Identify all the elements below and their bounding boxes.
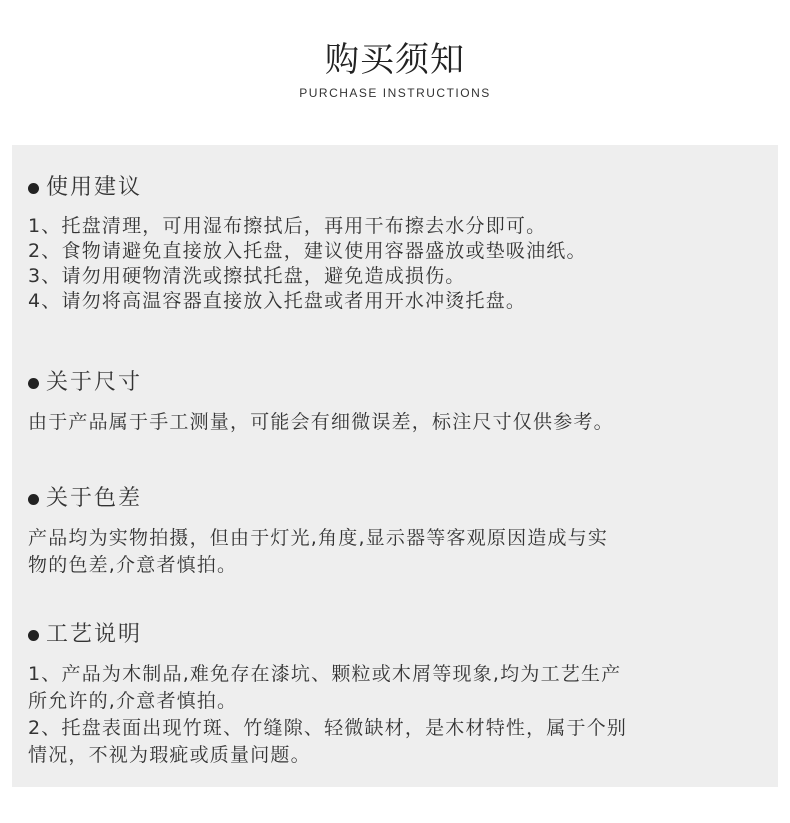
- paragraph-line: 所允许的,介意者慎拍。: [28, 690, 238, 712]
- paragraph-line: 情况，不视为瑕疵或质量问题。: [28, 744, 311, 766]
- bullet-icon: [28, 630, 39, 641]
- section-body: [28, 214, 768, 314]
- section-about-size: [28, 368, 768, 436]
- paragraph-line: 由于产品属于手工测量，可能会有细微误差，标注尺寸仅供参考。: [28, 411, 614, 433]
- bullet-icon: [28, 378, 39, 389]
- instruction-line: 3、请勿用硬物清洗或擦拭托盘，避免造成损伤。: [28, 265, 466, 287]
- bullet-icon: [28, 494, 39, 505]
- section-body: [28, 661, 768, 769]
- section-usage-advice: [28, 173, 768, 314]
- section-heading-text: 工艺说明: [46, 622, 143, 647]
- paragraph-line: 产品均为实物拍摄，但由于灯光,角度,显示器等客观原因造成与实: [28, 527, 609, 549]
- instruction-line: 1、托盘清理，可用湿布擦拭后，再用干布擦去水分即可。: [28, 215, 547, 237]
- bullet-icon: [28, 183, 39, 194]
- section-heading: [28, 173, 768, 203]
- page-header: [0, 0, 790, 145]
- section-body: [28, 409, 768, 436]
- page-title: 购买须知: [325, 40, 465, 80]
- section-body: [28, 525, 768, 579]
- section-heading: [28, 368, 768, 398]
- paragraph-line: 物的色差,介意者慎拍。: [28, 554, 238, 576]
- instruction-line: 4、请勿将高温容器直接放入托盘或者用开水冲烫托盘。: [28, 290, 527, 312]
- page-subtitle: PURCHASE INSTRUCTIONS: [299, 86, 491, 100]
- section-craft-notes: [28, 620, 768, 769]
- section-about-color-difference: [28, 484, 768, 579]
- section-heading: [28, 484, 768, 514]
- paragraph-line: 1、产品为木制品,难免存在漆坑、颗粒或木屑等现象,均为工艺生产: [28, 663, 622, 685]
- section-heading-text: 关于色差: [46, 486, 143, 511]
- section-heading-text: 使用建议: [46, 175, 143, 200]
- instruction-line: 2、食物请避免直接放入托盘，建议使用容器盛放或垫吸油纸。: [28, 240, 587, 262]
- section-heading: [28, 620, 768, 650]
- instructions-panel: [12, 145, 778, 787]
- paragraph-line: 2、托盘表面出现竹斑、竹缝隙、轻微缺材，是木材特性，属于个别: [28, 717, 628, 739]
- section-heading-text: 关于尺寸: [46, 370, 143, 395]
